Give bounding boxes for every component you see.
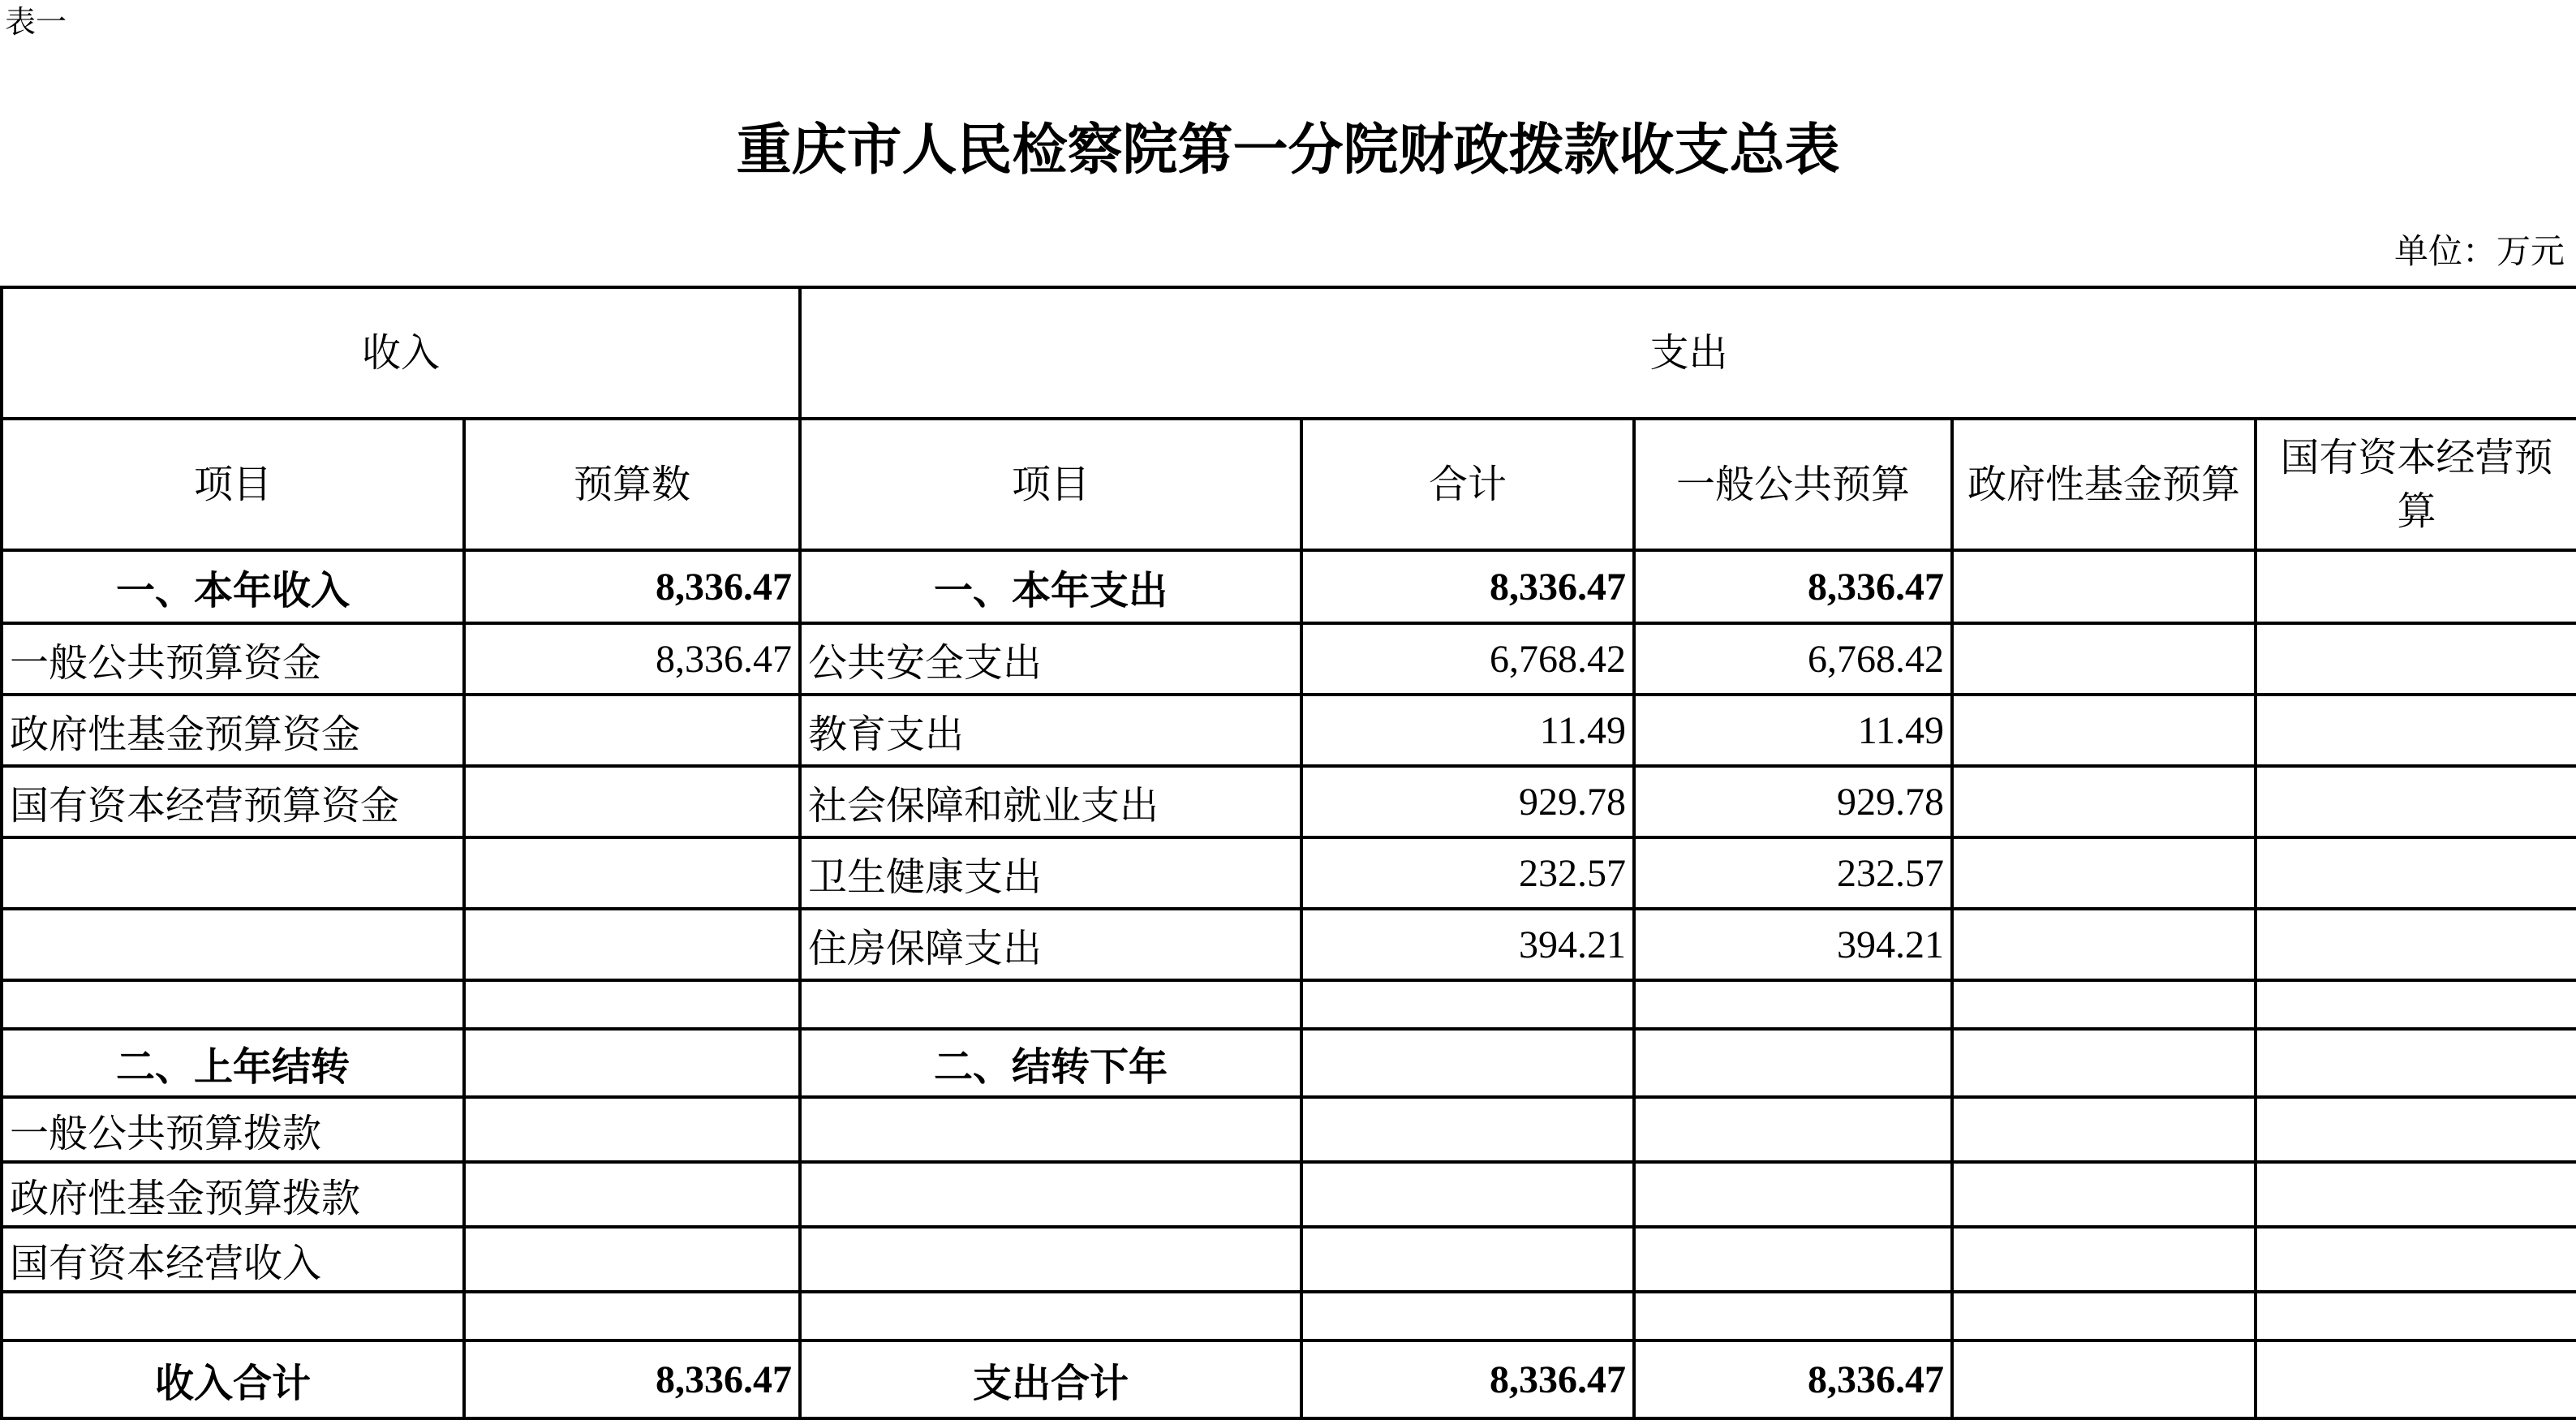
income-item-cell: 国有资本经营收入: [2, 1227, 464, 1292]
income-amount-cell: [464, 766, 800, 837]
table-row: [2, 623, 2576, 695]
fund-budget-cell: [1952, 909, 2256, 980]
table-row: [2, 1097, 2576, 1162]
general-budget-cell: [1634, 1292, 1952, 1340]
income-item-cell: 一般公共预算拨款: [2, 1097, 464, 1162]
capital-budget-cell: [2256, 1029, 2576, 1097]
income-amount-cell: [464, 695, 800, 766]
total-cell: [1301, 980, 1634, 1029]
table-row: [2, 1292, 2576, 1340]
capital-budget-cell: [2256, 1097, 2576, 1162]
fund-budget-cell: [1952, 980, 2256, 1029]
header-group-row: [2, 287, 2576, 419]
total-row: [2, 1340, 2576, 1418]
general-budget-cell: [1634, 1162, 1952, 1227]
col-income-budget: 预算数: [464, 419, 800, 550]
income-amount-cell: [464, 837, 800, 909]
expense-header: 支出: [800, 287, 2576, 419]
table-row: [2, 550, 2576, 623]
income-item-cell: [2, 1292, 464, 1340]
fund-budget-cell: [1952, 623, 2256, 695]
page-title: 重庆市人民检察院第一分院财政拨款收支总表: [736, 118, 1840, 183]
total-cell: [1301, 1162, 1634, 1227]
capital-budget-cell: [2256, 695, 2576, 766]
income-amount-cell: [464, 1162, 800, 1227]
income-item-cell: 国有资本经营预算资金: [2, 766, 464, 837]
expense-item-cell: 住房保障支出: [800, 909, 1301, 980]
expense-item-cell: [800, 980, 1301, 1029]
capital-budget-cell: [2256, 909, 2576, 980]
fund-budget-cell: [1952, 766, 2256, 837]
total-cell: 11.49: [1301, 695, 1634, 766]
income-item-cell: [2, 837, 464, 909]
fund-budget-cell: [1952, 1227, 2256, 1292]
table-row: [2, 837, 2576, 909]
general-budget-cell: 232.57: [1634, 837, 1952, 909]
total-cell: [1301, 1227, 1634, 1292]
income-item-cell: 一、本年收入: [2, 550, 464, 623]
table-row: [2, 980, 2576, 1029]
fund-budget-cell: [1952, 1162, 2256, 1227]
expense-item-cell: [800, 1227, 1301, 1292]
income-amount-cell: [464, 1292, 800, 1340]
expense-item-cell: [800, 1097, 1301, 1162]
table-row: [2, 909, 2576, 980]
budget-table: [0, 286, 2576, 1420]
capital-budget-cell: [2256, 1162, 2576, 1227]
total-cell: 8,336.47: [1301, 550, 1634, 623]
col-fund-budget: 政府性基金预算: [1952, 419, 2256, 550]
capital-budget-cell: [2256, 1227, 2576, 1292]
capital-budget-cell: [2256, 623, 2576, 695]
income-total-label: 收入合计: [2, 1340, 464, 1418]
general-budget-cell: [1634, 1029, 1952, 1097]
fund-budget-cell: [1952, 837, 2256, 909]
expense-item-cell: 社会保障和就业支出: [800, 766, 1301, 837]
capital-budget-cell: [2256, 1292, 2576, 1340]
income-amount-cell: [464, 1227, 800, 1292]
total-cell: [1301, 1097, 1634, 1162]
col-general-budget: 一般公共预算: [1634, 419, 1952, 550]
capital-budget-cell: [2256, 837, 2576, 909]
table-row: [2, 695, 2576, 766]
expense-item-cell: 公共安全支出: [800, 623, 1301, 695]
expense-item-cell: 教育支出: [800, 695, 1301, 766]
expense-total-label: 支出合计: [800, 1340, 1301, 1418]
total-cell: 6,768.42: [1301, 623, 1634, 695]
total-cell: 394.21: [1301, 909, 1634, 980]
header-column-row: [2, 419, 2576, 550]
total-cell: [1301, 1029, 1634, 1097]
income-amount-cell: 8,336.47: [464, 550, 800, 623]
table-row: [2, 1227, 2576, 1292]
general-budget-cell: [1634, 980, 1952, 1029]
capital-budget-cell: [2256, 980, 2576, 1029]
table-row: [2, 766, 2576, 837]
income-amount-cell: [464, 980, 800, 1029]
general-budget-cell: 11.49: [1634, 695, 1952, 766]
total-cell: 232.57: [1301, 837, 1634, 909]
total-cell: [1301, 1292, 1634, 1340]
income-total-amount: 8,336.47: [464, 1340, 800, 1418]
fund-budget-cell: [1952, 1029, 2256, 1097]
expense-item-cell: [800, 1162, 1301, 1227]
fund-budget-total: [1952, 1340, 2256, 1418]
fund-budget-cell: [1952, 1292, 2256, 1340]
total-cell: 929.78: [1301, 766, 1634, 837]
table-row: [2, 1029, 2576, 1097]
income-item-cell: [2, 980, 464, 1029]
general-budget-total: 8,336.47: [1634, 1340, 1952, 1418]
income-amount-cell: [464, 1029, 800, 1097]
income-amount-cell: 8,336.47: [464, 623, 800, 695]
table-tag: 表一: [5, 4, 67, 40]
table-row: [2, 1162, 2576, 1227]
income-amount-cell: [464, 909, 800, 980]
general-budget-cell: 6,768.42: [1634, 623, 1952, 695]
expense-item-cell: 二、结转下年: [800, 1029, 1301, 1097]
income-item-cell: [2, 909, 464, 980]
fund-budget-cell: [1952, 1097, 2256, 1162]
general-budget-cell: 8,336.47: [1634, 550, 1952, 623]
fund-budget-cell: [1952, 550, 2256, 623]
expense-item-cell: [800, 1292, 1301, 1340]
general-budget-cell: [1634, 1227, 1952, 1292]
col-income-item: 项目: [2, 419, 464, 550]
capital-budget-cell: [2256, 766, 2576, 837]
income-item-cell: 二、上年结转: [2, 1029, 464, 1097]
general-budget-cell: [1634, 1097, 1952, 1162]
fund-budget-cell: [1952, 695, 2256, 766]
expense-item-cell: 一、本年支出: [800, 550, 1301, 623]
income-header: 收入: [2, 287, 800, 419]
col-total: 合计: [1301, 419, 1634, 550]
unit-label: 单位：万元: [2393, 231, 2565, 271]
income-item-cell: 一般公共预算资金: [2, 623, 464, 695]
general-budget-cell: 394.21: [1634, 909, 1952, 980]
capital-budget-total: [2256, 1340, 2576, 1418]
income-item-cell: 政府性基金预算拨款: [2, 1162, 464, 1227]
income-item-cell: 政府性基金预算资金: [2, 695, 464, 766]
income-amount-cell: [464, 1097, 800, 1162]
expense-total-amount: 8,336.47: [1301, 1340, 1634, 1418]
general-budget-cell: 929.78: [1634, 766, 1952, 837]
col-expense-item: 项目: [800, 419, 1301, 550]
expense-item-cell: 卫生健康支出: [800, 837, 1301, 909]
col-capital-budget: 国有资本经营预算: [2256, 419, 2576, 550]
capital-budget-cell: [2256, 550, 2576, 623]
